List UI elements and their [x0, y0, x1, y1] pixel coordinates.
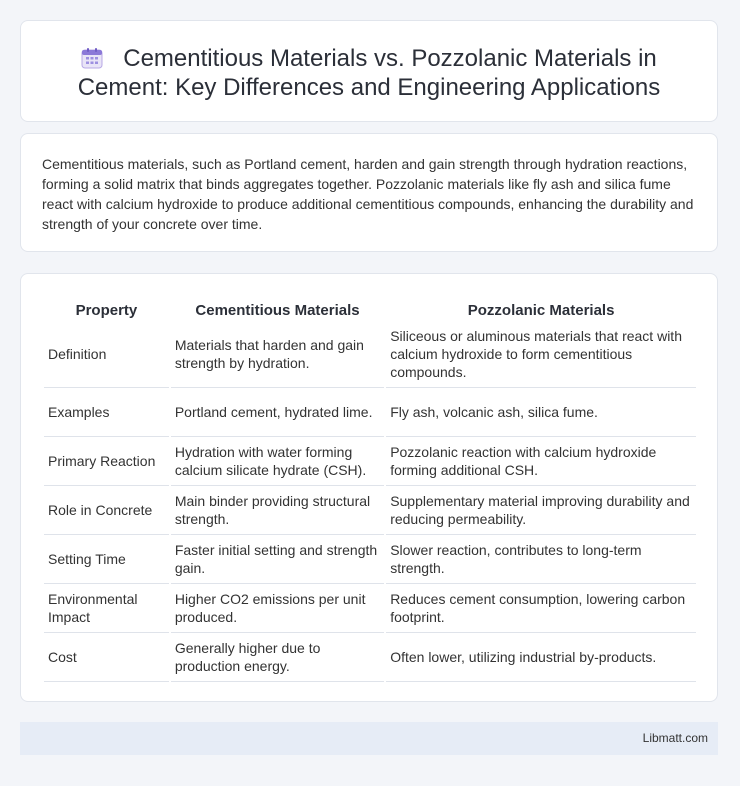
title-line-2: Cement: Key Differences and Engineering Applications: [77, 74, 661, 101]
page-title: [21, 44, 717, 102]
title-card: [20, 20, 718, 122]
property-cell: Cost: [44, 633, 169, 682]
footer-bar: [20, 722, 718, 755]
table-row: [44, 633, 696, 682]
pozzolanic-cell: Reduces cement consumption, lowering carbon footprint.: [386, 584, 696, 633]
property-cell: Primary Reaction: [44, 437, 169, 486]
cementitious-cell: Generally higher due to production energy.: [171, 633, 384, 682]
cementitious-cell: Main binder providing structural strength.: [171, 486, 384, 535]
table-row: [44, 388, 696, 437]
property-cell: Examples: [44, 388, 169, 437]
cementitious-cell: Hydration with water forming calcium silicate hydrate (CSH).: [171, 437, 384, 486]
property-cell: Environmental Impact: [44, 584, 169, 633]
property-cell: Definition: [44, 321, 169, 388]
header-pozzolanic: Pozzolanic Materials: [467, 302, 615, 319]
pozzolanic-cell: Supplementary material improving durability and reducing permeability.: [386, 486, 696, 535]
pozzolanic-cell: Slower reaction, contributes to long-term strength.: [386, 535, 696, 584]
comparison-table: [42, 295, 698, 682]
cementitious-cell: Higher CO2 emissions per unit produced.: [171, 584, 384, 633]
table-row: [44, 584, 696, 633]
footer-site-link[interactable]: Libmatt.com: [642, 731, 708, 745]
comparison-card: [20, 273, 718, 702]
pozzolanic-cell: Fly ash, volcanic ash, silica fume.: [386, 388, 696, 437]
intro-paragraph: Cementitious materials, such as Portland cement, harden and gain strength through hydration reactions, forming a solid matrix that binds aggregates together. Pozzolanic materials like fly ash and silica fume react with calcium hydroxide to produce additional cementitious compounds, enhancing the durability and strength of your concrete over time.: [42, 156, 694, 232]
pozzolanic-cell: Siliceous or aluminous materials that react with calcium hydroxide to form cementitious compounds.: [386, 321, 696, 388]
table-row: [44, 535, 696, 584]
pozzolanic-cell: Pozzolanic reaction with calcium hydroxide forming additional CSH.: [386, 437, 696, 486]
header-cementitious: Cementitious Materials: [195, 302, 360, 319]
title-line-1: Cementitious Materials vs. Pozzolanic Materials in: [123, 45, 657, 72]
cementitious-cell: Portland cement, hydrated lime.: [171, 388, 384, 437]
table-row: [44, 486, 696, 535]
header-property: Property: [75, 302, 138, 319]
calendar-icon: [81, 47, 103, 69]
table-row: [44, 321, 696, 388]
cementitious-cell: Materials that harden and gain strength by hydration.: [171, 321, 384, 388]
property-cell: Setting Time: [44, 535, 169, 584]
intro-card: [20, 133, 718, 252]
property-cell: Role in Concrete: [44, 486, 169, 535]
table-row: [44, 437, 696, 486]
table-header-row: [44, 295, 696, 321]
pozzolanic-cell: Often lower, utilizing industrial by-products.: [386, 633, 696, 682]
cementitious-cell: Faster initial setting and strength gain.: [171, 535, 384, 584]
